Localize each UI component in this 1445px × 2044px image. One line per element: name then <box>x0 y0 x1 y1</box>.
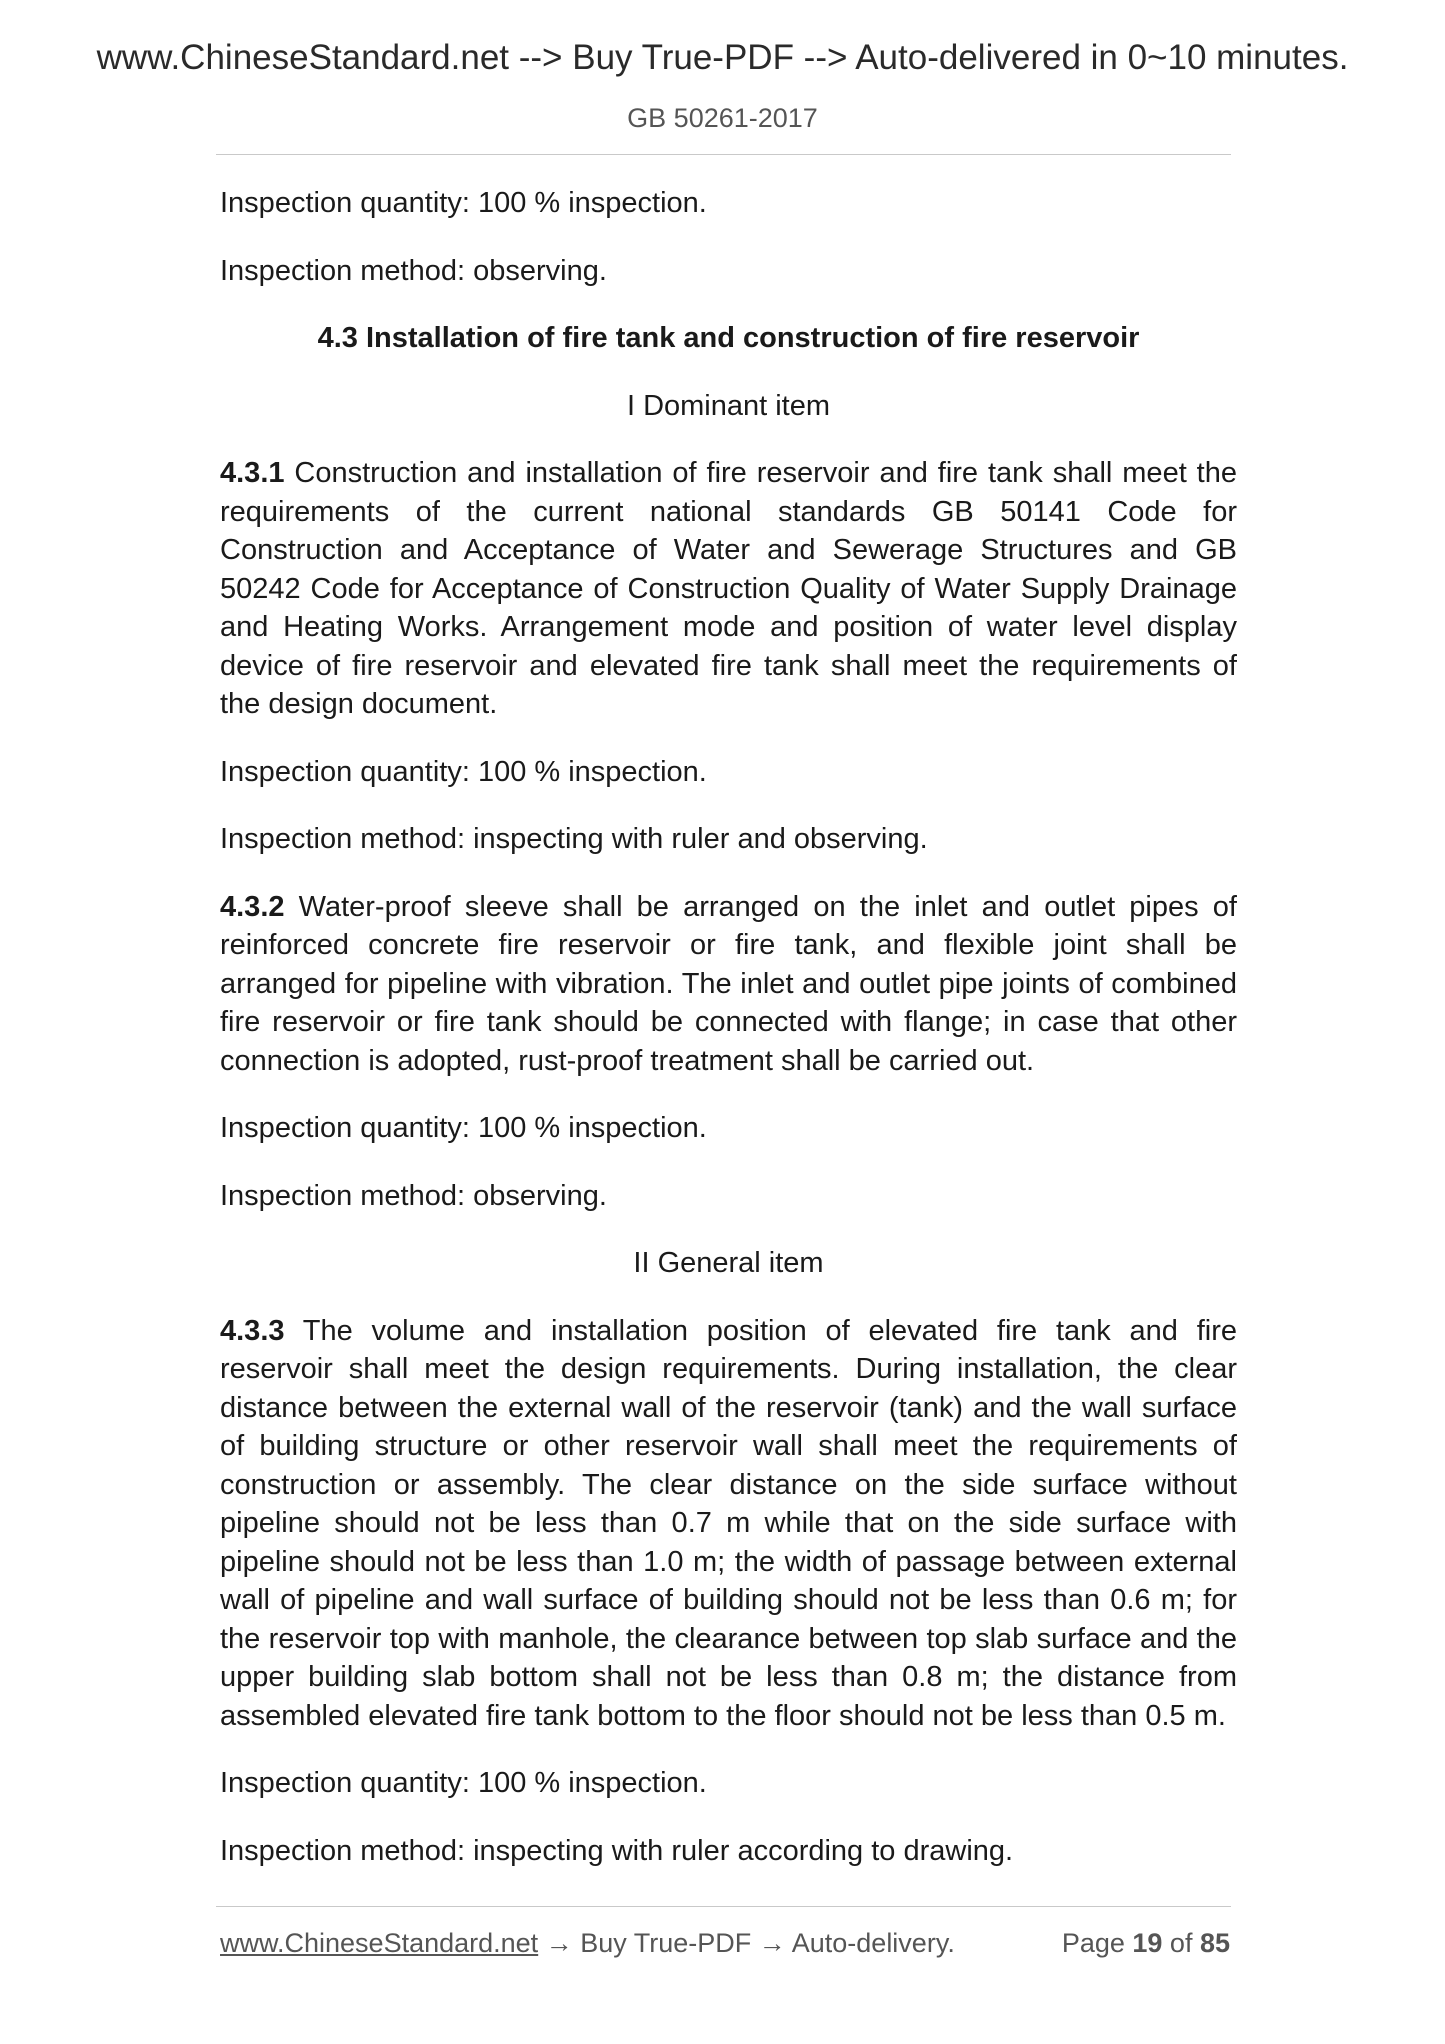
footer-promo-text: → Buy True-PDF → Auto-delivery. <box>538 1928 955 1958</box>
subheading-dominant-item: I Dominant item <box>626 389 831 422</box>
clause-text: Construction and installation of fire reservoir and fire tank shall meet the requirements of the current national standards GB 50141 Code for Construction and Acceptance of Water and Sewerage Structures and GB 50242 Code for Acceptance of Construction Quality of Water Supply Drainage and Heating Works. Arrangement mode and position of water level display device of fire reservoir and elevated fire tank shall meet the requirements of the design document. <box>220 457 1237 720</box>
current-page-number: 19 <box>1132 1928 1163 1958</box>
inspection-method: Inspection method: observing. <box>220 1179 607 1212</box>
clause-text: Water-proof sleeve shall be arranged on the inlet and outlet pipes of reinforced concrete fire reservoir or fire tank, and flexible joint shall be arranged for pipeline with vibration. The inlet and outlet pipe joints of combined fire reservoir or fire tank should be connected with flange; in case that other connection is adopted, rust-proof treatment shall be carried out. <box>220 890 1237 1077</box>
inspection-method: Inspection method: inspecting with ruler according to drawing. <box>220 1834 1014 1867</box>
inspection-quantity: Inspection quantity: 100 % inspection. <box>220 1767 707 1799</box>
top-banner: www.ChineseStandard.net --> Buy True-PDF --> Auto-delivered in 0~10 minutes. <box>96 38 1349 77</box>
page-indicator <box>1062 1928 1230 1959</box>
inspection-method: Inspection method: observing. <box>220 254 607 287</box>
footer-divider <box>216 1906 1231 1907</box>
subheading-general-item: II General item <box>633 1247 824 1279</box>
total-pages: 85 <box>1199 1928 1230 1958</box>
clause-text: The volume and installation position of elevated fire tank and fire reservoir shall meet the design requirements. During installation, the clear distance between the external wall of the reservoir (tank) and the wall surface of building structure or other reservoir wall shall meet the requirements of construction or assembly. The clear distance on the side surface without pipeline should not be less than 0.7 m while that on the side surface with pipeline should not be less than 1.0 m; the width of passage between external wall of pipeline and wall surface of building should not be less than 0.6 m; for the reservoir top with manhole, the clearance between top slab surface and the upper building slab bottom shall not be less than 0.8 m; the distance from assembled elevated fire tank bottom to the floor should not be less than 0.5 m. <box>220 1314 1237 1732</box>
inspection-quantity: Inspection quantity: 100 % inspection. <box>220 1112 707 1144</box>
inspection-quantity: Inspection quantity: 100 % inspection. <box>220 187 707 219</box>
clause-number: 4.3.1 <box>220 457 285 489</box>
clause-number: 4.3.2 <box>220 890 285 923</box>
clause-4-3-2 <box>220 888 1237 1081</box>
website-link[interactable]: www.ChineseStandard.net <box>220 1928 539 1958</box>
of-label: of <box>1162 1928 1200 1958</box>
section-heading: 4.3 Installation of fire tank and construction of fire reservoir <box>317 322 1140 354</box>
inspection-method: Inspection method: inspecting with ruler and observing. <box>220 823 928 855</box>
clause-4-3-3 <box>220 1312 1237 1736</box>
page-label: Page <box>1061 1928 1133 1958</box>
clause-4-3-1 <box>220 454 1237 724</box>
footer-promo <box>220 1928 955 1959</box>
clause-number: 4.3.3 <box>220 1314 285 1347</box>
header-divider <box>216 154 1231 155</box>
inspection-quantity: Inspection quantity: 100 % inspection. <box>220 755 707 788</box>
document-code: GB 50261-2017 <box>627 103 818 133</box>
page-content <box>220 184 1237 1899</box>
